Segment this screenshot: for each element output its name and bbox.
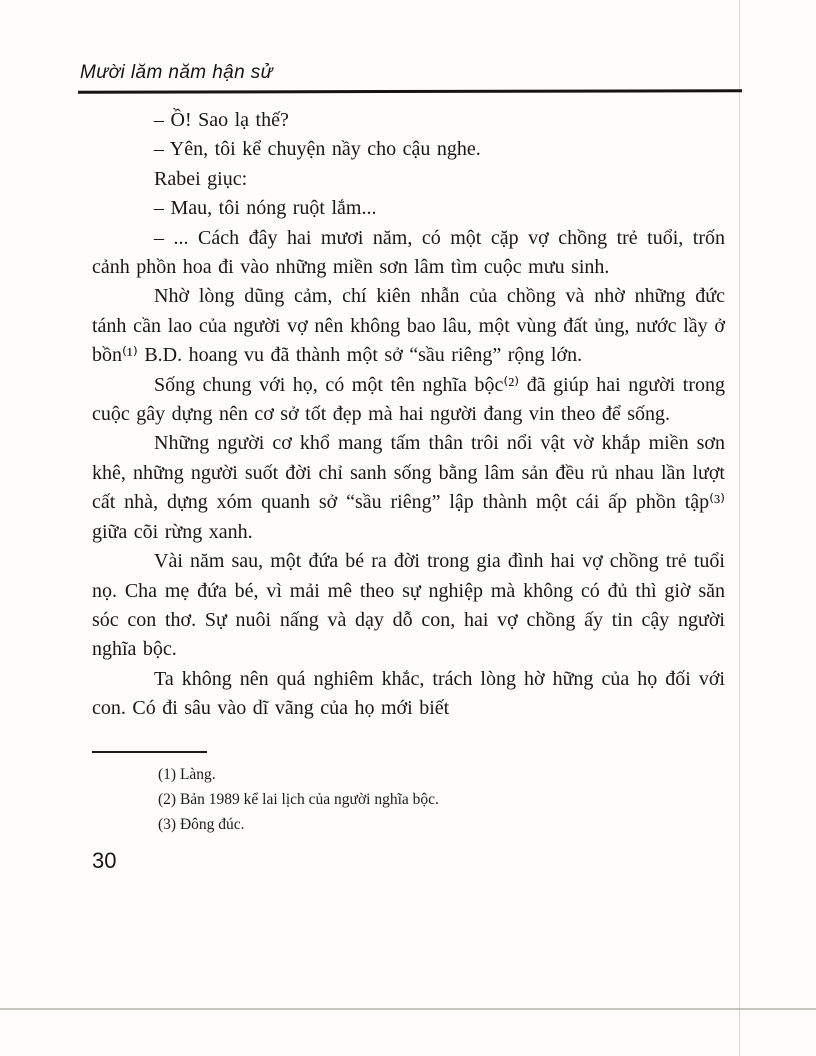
paragraph: Sống chung với họ, có một tên nghĩa bộc⁽²⁾ đã giúp hai người trong cuộc gây dựng nên cơ sở tốt đẹp mà hai người đang vin theo để sống. bbox=[92, 373, 725, 426]
scan-edge-line bbox=[0, 1008, 816, 1010]
page-number: 30 bbox=[92, 848, 117, 874]
paragraph: – Mau, tôi nóng ruột lắm... bbox=[154, 197, 377, 220]
footnote-item: (2) Bản 1989 kể lai lịch của người nghĩa bộc. bbox=[158, 791, 439, 809]
body-text bbox=[92, 106, 725, 724]
footnote-item: (1) Làng. bbox=[158, 766, 216, 784]
paragraph: Những người cơ khổ mang tấm thân trôi nổi vật vờ khắp miền sơn khê, những người suốt đời chỉ sanh sống bằng lâm sản đều rủ nhau lần lượt cất nhà, dựng xóm quanh sở “sầu riêng” lập thành một cái ấp phồn tập⁽³⁾ giữa cõi rừng xanh. bbox=[92, 432, 725, 543]
paragraph: Ta không nên quá nghiêm khắc, trách lòng hờ hững của họ đối với con. Có đi sâu vào dĩ vãng của họ mới biết bbox=[92, 667, 725, 720]
paragraph: Nhờ lòng dũng cảm, chí kiên nhẫn của chồng và nhờ những đức tánh cần lao của người vợ nên không bao lâu, một vùng đất ủng, nước lầy ở bồn⁽¹⁾ B.D. hoang vu đã thành một sở “sầu riêng” rộng lớn. bbox=[92, 285, 725, 367]
scan-gutter-line bbox=[739, 0, 740, 1056]
running-title: Mười lăm năm hận sử bbox=[80, 62, 274, 83]
header-rule bbox=[78, 89, 742, 93]
paragraph: – ... Cách đây hai mươi năm, có một cặp vợ chồng trẻ tuổi, trốn cảnh phồn hoa đi vào những miền sơn lâm tìm cuộc mưu sinh. bbox=[92, 226, 725, 279]
footnote-separator bbox=[92, 751, 207, 754]
footnote-item: (3) Đông đúc. bbox=[158, 816, 245, 834]
paragraph: Rabei giục: bbox=[154, 167, 248, 190]
paragraph: – Yên, tôi kể chuyện nầy cho cậu nghe. bbox=[154, 138, 481, 161]
page-header bbox=[80, 62, 725, 93]
footnotes bbox=[158, 762, 725, 837]
paragraph: Vài năm sau, một đứa bé ra đời trong gia đình hai vợ chồng trẻ tuổi nọ. Cha mẹ đứa bé, vì mải mê theo sự nghiệp mà không có đủ thì giờ săn sóc con thơ. Sự nuôi nấng và dạy dỗ con, hai vợ chồng ấy tin cậy người nghĩa bộc. bbox=[92, 550, 725, 661]
paragraph: – Ồ! Sao lạ thế? bbox=[154, 109, 289, 131]
